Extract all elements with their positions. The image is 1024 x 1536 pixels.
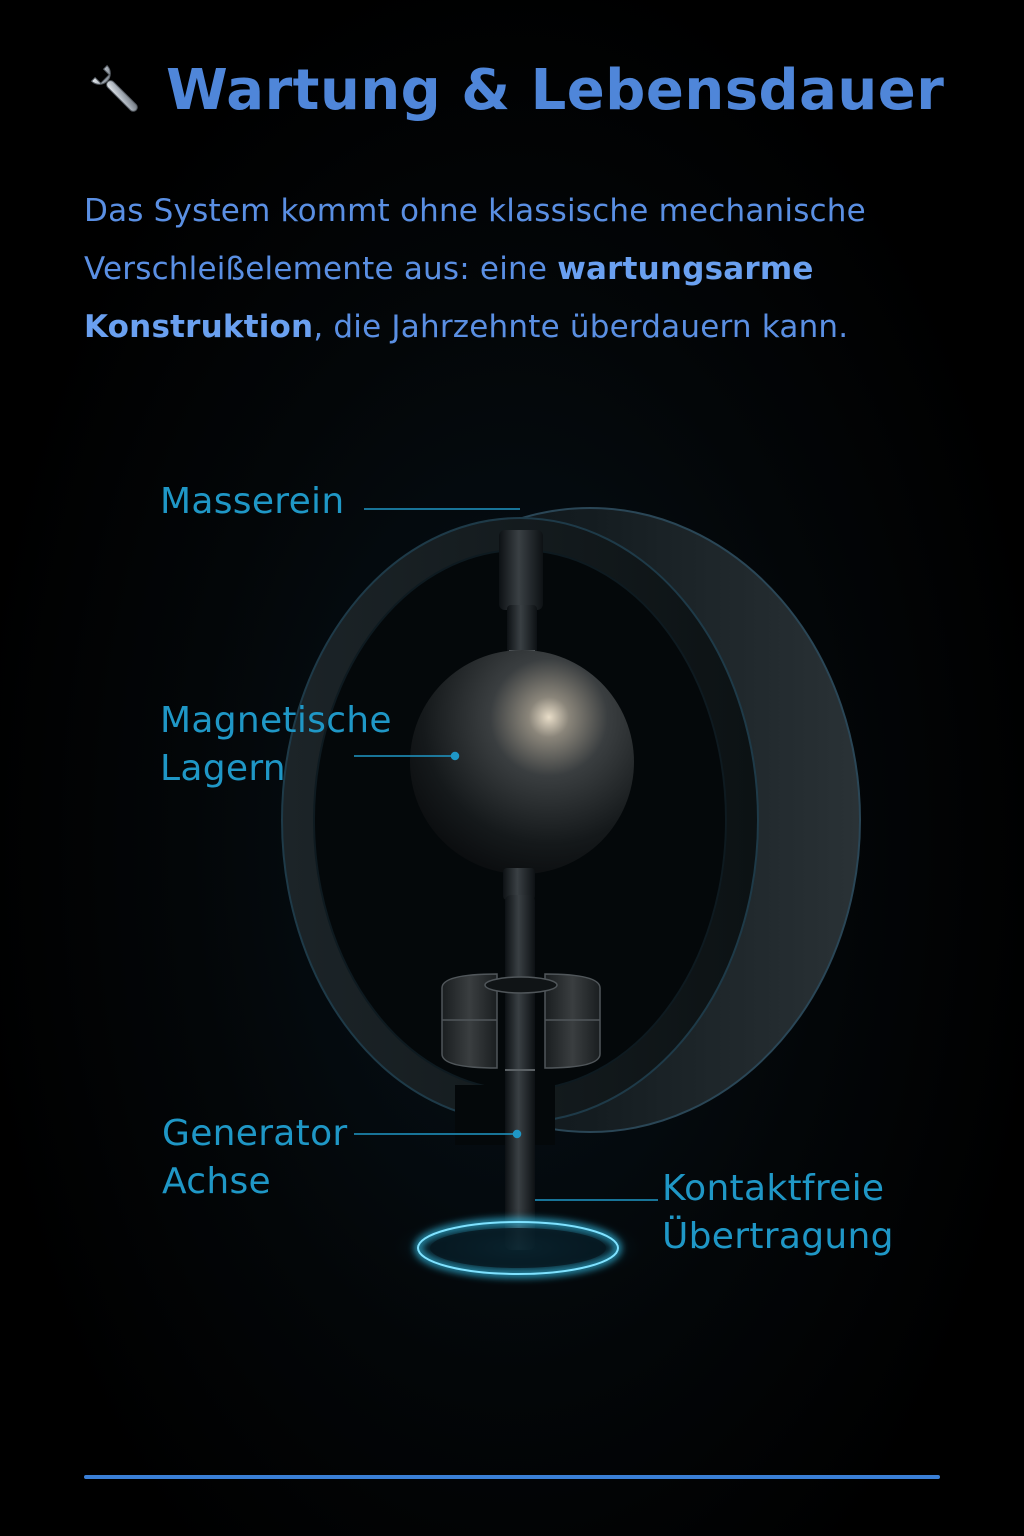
title-text: Wartung & Lebensdauer (166, 58, 945, 123)
lower-shaft (503, 868, 535, 1250)
intro-text-end: , die Jahrzehnte überdauern kann. (313, 309, 849, 345)
label-generator-line1: Generator (162, 1113, 348, 1154)
label-transfer-line1: Kontaktfreie (662, 1168, 885, 1209)
label-generator-axis (162, 1110, 348, 1206)
magnetic-bearing-sphere (410, 650, 634, 874)
label-masserein-text: Masserein (160, 481, 345, 522)
contactless-transfer-ring (388, 1208, 648, 1288)
label-magnetic-line1: Magnetische (160, 700, 392, 741)
label-contactless-transfer (662, 1165, 894, 1261)
bottom-divider (84, 1475, 940, 1479)
label-masserein (160, 478, 344, 526)
generator-axis-dot (514, 1131, 521, 1138)
intro-text-start: Das System kommt ohne klassische mechanische Verschleißelemente aus: eine (84, 193, 866, 287)
label-magnetic-line2: Lagern (160, 748, 286, 789)
intro-text-strong: wartungsarme Konstruktion (84, 251, 814, 345)
label-generator-line2: Achse (162, 1161, 272, 1202)
label-magnetic-bearings (160, 697, 392, 793)
label-transfer-line2: Übertragung (662, 1216, 894, 1257)
magnetic-bearing-dot (452, 753, 459, 760)
